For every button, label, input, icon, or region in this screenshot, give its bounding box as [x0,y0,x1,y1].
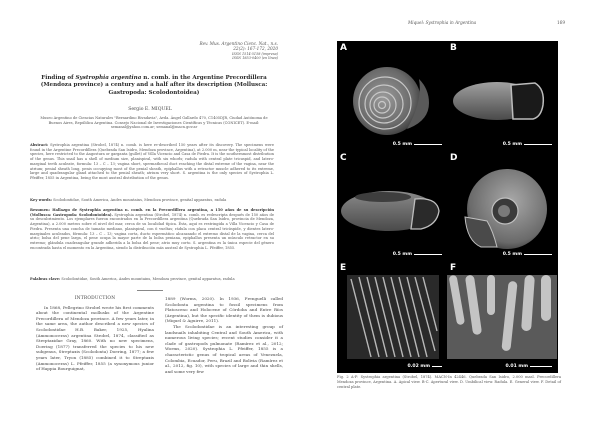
panel-b [447,41,557,151]
palabras-text: Scolodontidae, South America, Andes mountains, Mendoza province, genital apparatus, radula [61,277,235,281]
keywords-text: Scolodontidae, South America, Andes mountains, Mendoza province, genital apparatus, radula [53,198,227,202]
intro-column-1 [36,296,154,372]
palabras-clave [30,277,274,282]
title-pre: Finding of [41,75,76,81]
affiliation: Museo Argentino de Ciencias Naturales "Bernardino Rivadavia", Avda. Ángel Gallardo 470, C1405DJR, Ciudad Autónoma de Buenos Aires, República Argentina. Consejo Nacional de Investigaciones Científicas y Técnicas (CONICET). E-mail: semanal@yahoo.com.ar; semanal@macn.gov.ar [40,116,268,130]
scale-line-c [414,254,442,256]
scale-line-b [524,144,552,146]
author: Sergio E. MIQUEL [128,107,172,112]
scale-bar-c [393,252,442,257]
scale-bar-f [505,364,552,369]
panel-label-c: C [340,153,347,163]
right-page [300,0,600,433]
figure-caption: Fig. 2 A-F: Systrophia argentina (Strobel, 1874). MACN-In 42446. Quebrada San Isidro, 2.000 masl. Precordillera Mendoza province, Argentina. A. Apical view. B-C. Apertural view. D. Umbilical view. Radula. E. General view. F. Detail of central plate. [337,375,561,389]
intro-heading: INTRODUCTION [74,296,116,301]
radula-central-plate-image [447,261,557,373]
panel-f [447,261,557,373]
scale-text-f: 0.01 mm [505,364,528,369]
panel-d [447,151,557,261]
journal-volume: 22(2): 167-172, 2020 [233,46,278,52]
radula-general-image [337,261,447,373]
abstract-text: Systrophia argentina (Strobel, 1874) n. comb. is here re-described 150 years after its discovery. The specimens were found in the Argentine Precordillera (Quebrada San Isidro, Mendoza province, Argentina), at 2.000 m, near the typical locality of the species, here restricted to the Angostura or garganta (gullet) of Villa Vicencio and Casa de Piedra. It is the southernmost distribution of the genus. This snail has a shell of medium size, planispiral, with six whorls; radula with central plate tricuspid, and latero-marginal teeth aculeate, formula: 13 – C – 13; vagina short, spermathecal duct reaching the distal extreme of the vagina, near the atrium; penial sheath long, penis occupying most of the penial sheath, epiphallus with a retractor muscle adhered to its extreme, large and quadrangular gland attached to the penial sheath; atrium very short. S. argentina is the only species of Systrophia L. Pfeiffer, 1855 in Argentina, being the most austral distribution of the genus. [30,143,274,180]
section-divider [137,290,163,291]
abstract-label: Abstract: [30,143,49,147]
intro-column-2 [165,296,283,374]
shell-apical-image [337,41,447,151]
abstract [30,143,274,181]
panel-label-a: A [340,43,347,53]
scale-bar-b [503,142,552,147]
page-number: 169 [557,20,565,25]
keywords-label: Key words: [30,198,52,202]
intro-paragraph-3: The Scolodontidae is an interesting group of landsnails inhabiting Central and South America, with numerous living species; recent studies consider it a clade of gastropods pulmonate (Ramírez et al., 2012; Worms, 2020). Systrophia L. Pfeiffer, 1855 is a characteristic genus of tropical areas of Venezuela, Colombia, Ecuador, Peru, Brazil and Bolivia (Ramírez et al., 2012, fig. 10), with species of large and thin shells, and some very few [165,323,283,374]
issn-print: ISSN 1514-5158 (impresa) [232,51,278,56]
panel-e [337,261,447,373]
panel-c [337,151,447,261]
scale-line-e [432,366,442,368]
intro-paragraph-1: In 1868, Pellegrino Strobel wrote his first comments about the continental mollusks of the Argentine Precordillera of Mendoza province. A few years later, in the same area, the author described a new species of Scolodontidae H.B. Baker, 1925, Hyalina (Ammonoceras) argentina Strobel, 1874, classified as Streptaxidae Gray, 1860. With no new specimens, Doering (1877) transferred the species to his new subgenus, Streptaxis (Scolodonta) Doering, 1877; a few years later, Tryon (1885) combined it to Streptaxis (Ammonoceras) L. Pfeiffer, 1855 (a synonymous junior of Happia Bourguignat, [36,304,154,372]
figure-plate [337,41,558,373]
scale-text-a: 0.5 mm [392,142,412,147]
shell-umbilical-image [447,151,557,261]
scale-line-f [530,366,552,368]
shell-apertural-image-b [447,41,557,151]
scale-line-d [524,254,552,256]
panel-label-b: B [450,43,457,53]
scale-text-d: 0.5 mm [502,252,522,257]
scale-text-e: 0.02 mm [407,364,430,369]
scale-bar-e [407,364,442,369]
panel-label-f: F [450,263,457,273]
scale-text-b: 0.5 mm [502,142,522,147]
panel-label-e: E [340,263,347,273]
palabras-label: Palabras clave: [30,277,61,281]
running-head: Miquel: Systrophia in Argentina [408,20,477,25]
paper-title [38,75,270,97]
resumen [30,208,274,250]
resumen-text: Systrophia argentina (Strobel, 1874) n. comb. es redescripta después de 150 años de su descubrimiento. Los ejemplares fueron encontrados en la Precordillera argentina (Quebrada San Isidro, provincia de Mendoza, Argentina), a 2.000 metros sobre el nivel del mar, cerca de su localidad típica. Ésta, aquí es restringida a Villa Vicencio y Casa de Piedra. Presenta una concha de tamaño mediano, planispiral, con 6 vueltas; rádula con placa central tricúspide, y dientes latero-marginales aculeados, fórmula: 13 – C – 13; vagina corta, ducto espermático alcanzando el extremo distal de la vagina, cerca del atrio; bolsa del pene larga, el pene ocupa la mayor parte de la bolsa peniana, epiphallus presenta un músculo retractor en su extremo; glándula cuadrangular grande adherida a la bolsa del pene; atrio muy corto. S. argentina es la única especie del género encontrada hasta el momento en la Argentina, siendo la distribución más austral de Systrophia L. Pfeiffer, 1855. [30,212,274,250]
shell-apertural-image-c [337,151,447,261]
keywords [30,198,274,203]
resumen-label: Resumen: Hallazgo de Systrophia argentina n. comb. en la Precordillera argentina, a 150 años de su descripción (Mollusca: Gastropoda: Scolodontoidea). [30,208,274,217]
scale-line-a [414,144,442,146]
issn-online: ISSN 1853-0400 (en línea) [232,56,278,61]
panel-a [337,41,447,151]
scale-bar-d [503,252,552,257]
intro-paragraph-2: 1889 (Worms, 2020). In 1936, Frenguelli called Scolodonta argentina to fossil specimens from Platosceno and Holocene of Córdoba and Entre Ríos (Argentina), but the specific identity of them is dubious (Miquel & Aguirre, 2011). [165,296,283,324]
scale-bar-a [393,142,442,147]
scale-text-c: 0.5 mm [392,252,412,257]
panel-label-d: D [450,153,458,163]
title-post: n. comb. in the Argentine Precordillera (Mendoza province) a century and a half after its description (Mollusca: Gastropoda: Scolodontoidea) [40,75,268,96]
journal-info [200,41,278,60]
journal-name: Rev. Mus. Argentino Cienc. Nat., n.s. [199,41,278,46]
title-species: Systrophia argentina [75,75,142,81]
